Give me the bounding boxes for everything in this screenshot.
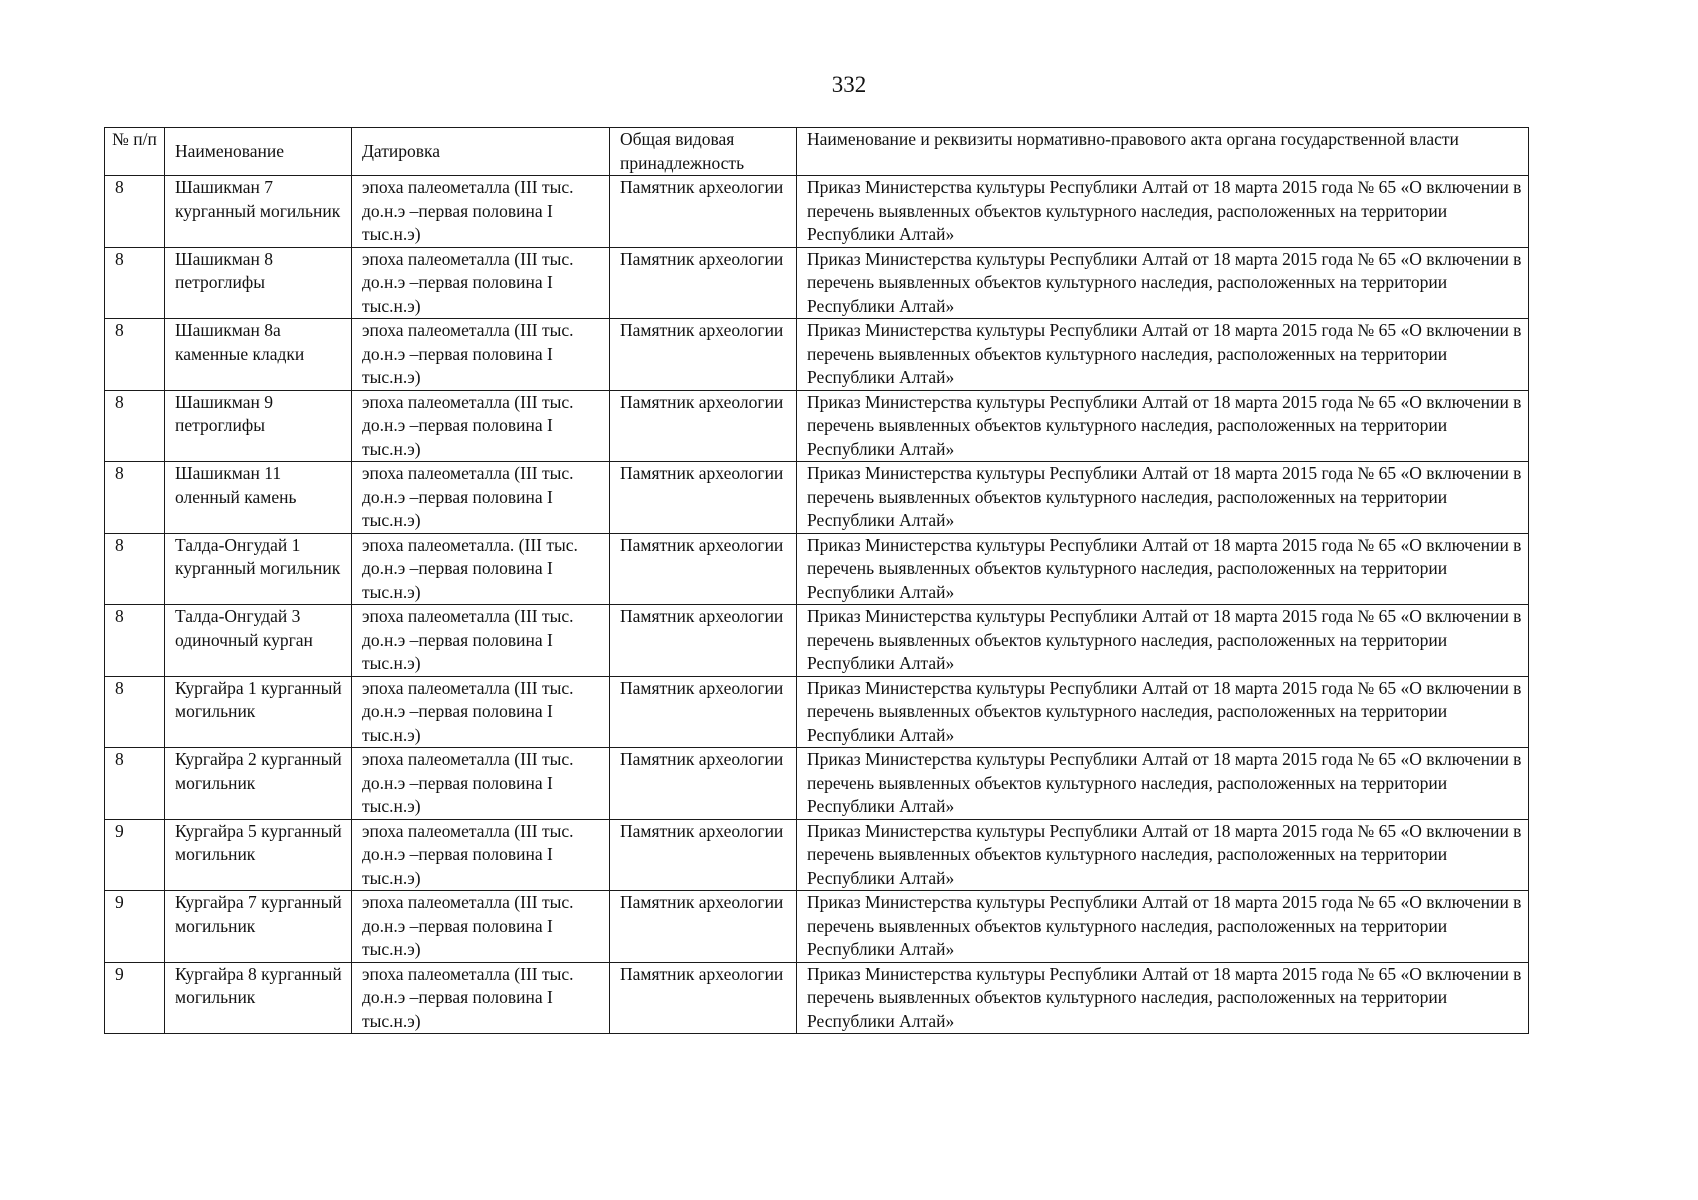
cell-type: Памятник археологии [610,676,797,748]
cell-name: Шашикман 7 курганный могильник [165,176,352,248]
page-number: 332 [831,72,867,97]
cell-name: Кургайра 7 курганный могильник [165,891,352,963]
cell-legal-act: Приказ Министерства культуры Республики Алтай от 18 марта 2015 года № 65 «О включении в перечень выявленных объектов культурного наследия, расположенных на территории Республики Алтай» [797,748,1529,820]
cell-dating: эпоха палеометалла. (III тыс. до.н.э –первая половина I тыс.н.э) [352,533,610,605]
cell-number: 8 [105,390,165,462]
table-row [105,605,1529,677]
cell-name: Кургайра 8 курганный могильник [165,962,352,1034]
cell-type: Памятник археологии [610,748,797,820]
cell-dating: эпоха палеометалла (III тыс. до.н.э –первая половина I тыс.н.э) [352,176,610,248]
heritage-objects-table [104,127,1529,1034]
cell-legal-act: Приказ Министерства культуры Республики Алтай от 18 марта 2015 года № 65 «О включении в перечень выявленных объектов культурного наследия, расположенных на территории Республики Алтай» [797,605,1529,677]
cell-number: 8 [105,247,165,319]
cell-type: Памятник археологии [610,891,797,963]
cell-dating: эпоха палеометалла (III тыс. до.н.э –первая половина I тыс.н.э) [352,319,610,391]
cell-legal-act: Приказ Министерства культуры Республики Алтай от 18 марта 2015 года № 65 «О включении в перечень выявленных объектов культурного наследия, расположенных на территории Республики Алтай» [797,819,1529,891]
cell-type: Памятник археологии [610,462,797,534]
header-row [105,128,1529,176]
cell-number: 8 [105,176,165,248]
cell-dating: эпоха палеометалла (III тыс. до.н.э –первая половина I тыс.н.э) [352,676,610,748]
cell-type: Памятник археологии [610,533,797,605]
table-row [105,247,1529,319]
cell-type: Памятник археологии [610,962,797,1034]
cell-legal-act: Приказ Министерства культуры Республики Алтай от 18 марта 2015 года № 65 «О включении в перечень выявленных объектов культурного наследия, расположенных на территории Республики Алтай» [797,533,1529,605]
header-number: № п/п [105,128,165,176]
cell-number: 8 [105,748,165,820]
header-name: Наименование [165,128,352,176]
table-row [105,962,1529,1034]
cell-name: Шашикман 9 петроглифы [165,390,352,462]
table-row [105,533,1529,605]
cell-name: Кургайра 2 курганный могильник [165,748,352,820]
header-type: Общая видовая принадлежность [610,128,797,176]
table-row [105,319,1529,391]
cell-name: Талда-Онгудай 1 курганный могильник [165,533,352,605]
cell-number: 8 [105,676,165,748]
table-row [105,748,1529,820]
cell-legal-act: Приказ Министерства культуры Республики Алтай от 18 марта 2015 года № 65 «О включении в перечень выявленных объектов культурного наследия, расположенных на территории Республики Алтай» [797,676,1529,748]
table-row [105,819,1529,891]
cell-number: 8 [105,319,165,391]
table-row [105,176,1529,248]
table-body [105,176,1529,1034]
table-row [105,390,1529,462]
cell-dating: эпоха палеометалла (III тыс. до.н.э –первая половина I тыс.н.э) [352,748,610,820]
cell-legal-act: Приказ Министерства культуры Республики Алтай от 18 марта 2015 года № 65 «О включении в перечень выявленных объектов культурного наследия, расположенных на территории Республики Алтай» [797,891,1529,963]
header-legal-act: Наименование и реквизиты нормативно-правового акта органа государственной власти [797,128,1529,176]
cell-type: Памятник археологии [610,390,797,462]
cell-dating: эпоха палеометалла (III тыс. до.н.э –первая половина I тыс.н.э) [352,605,610,677]
cell-dating: эпоха палеометалла (III тыс. до.н.э –первая половина I тыс.н.э) [352,891,610,963]
cell-legal-act: Приказ Министерства культуры Республики Алтай от 18 марта 2015 года № 65 «О включении в перечень выявленных объектов культурного наследия, расположенных на территории Республики Алтай» [797,247,1529,319]
cell-type: Памятник археологии [610,247,797,319]
cell-number: 9 [105,891,165,963]
cell-number: 8 [105,533,165,605]
table-row [105,462,1529,534]
cell-name: Шашикман 8 петроглифы [165,247,352,319]
table-row [105,891,1529,963]
cell-legal-act: Приказ Министерства культуры Республики Алтай от 18 марта 2015 года № 65 «О включении в перечень выявленных объектов культурного наследия, расположенных на территории Республики Алтай» [797,319,1529,391]
cell-type: Памятник археологии [610,605,797,677]
cell-legal-act: Приказ Министерства культуры Республики Алтай от 18 марта 2015 года № 65 «О включении в перечень выявленных объектов культурного наследия, расположенных на территории Республики Алтай» [797,962,1529,1034]
cell-name: Кургайра 1 курганный могильник [165,676,352,748]
cell-name: Талда-Онгудай 3 одиночный курган [165,605,352,677]
cell-name: Шашикман 8а каменные кладки [165,319,352,391]
cell-dating: эпоха палеометалла (III тыс. до.н.э –первая половина I тыс.н.э) [352,819,610,891]
cell-number: 8 [105,462,165,534]
header-dating: Датировка [352,128,610,176]
cell-dating: эпоха палеометалла (III тыс. до.н.э –первая половина I тыс.н.э) [352,247,610,319]
cell-type: Памятник археологии [610,319,797,391]
cell-type: Памятник археологии [610,819,797,891]
cell-dating: эпоха палеометалла (III тыс. до.н.э –первая половина I тыс.н.э) [352,390,610,462]
cell-number: 9 [105,962,165,1034]
cell-dating: эпоха палеометалла (III тыс. до.н.э –первая половина I тыс.н.э) [352,462,610,534]
table-header [105,128,1529,176]
cell-type: Памятник археологии [610,176,797,248]
table-row [105,676,1529,748]
cell-legal-act: Приказ Министерства культуры Республики Алтай от 18 марта 2015 года № 65 «О включении в перечень выявленных объектов культурного наследия, расположенных на территории Республики Алтай» [797,176,1529,248]
cell-dating: эпоха палеометалла (III тыс. до.н.э –первая половина I тыс.н.э) [352,962,610,1034]
cell-legal-act: Приказ Министерства культуры Республики Алтай от 18 марта 2015 года № 65 «О включении в перечень выявленных объектов культурного наследия, расположенных на территории Республики Алтай» [797,462,1529,534]
cell-name: Шашикман 11 оленный камень [165,462,352,534]
cell-number: 8 [105,605,165,677]
cell-number: 9 [105,819,165,891]
cell-legal-act: Приказ Министерства культуры Республики Алтай от 18 марта 2015 года № 65 «О включении в перечень выявленных объектов культурного наследия, расположенных на территории Республики Алтай» [797,390,1529,462]
cell-name: Кургайра 5 курганный могильник [165,819,352,891]
